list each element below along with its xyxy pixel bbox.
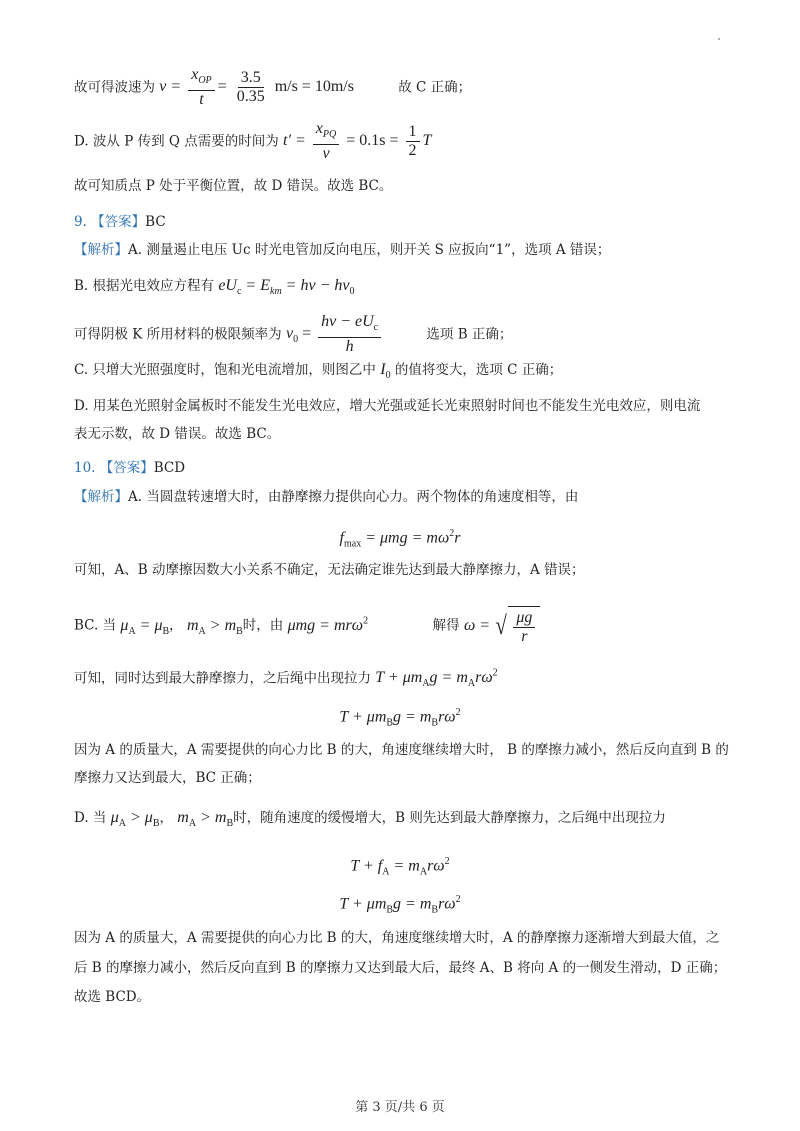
- q10-analysis-end: 故选 BCD。: [74, 989, 151, 1005]
- q10-analysis-bc: BC. 当 $\mu_A = \mu_B$， $m_A > m_B$时，由 μmg = mrω$^2$ 解得 ω = √ $\frac{\mu g}{r}$: [74, 606, 540, 646]
- line-wave-speed: [74, 66, 471, 109]
- q10-analysis-bc3b: 摩擦力又达到最大，BC 正确；: [74, 770, 261, 786]
- q10-analysis-bc2: 可知，同时达到最大静摩擦力，之后绳中出现拉力 $T + \mu m_Ag = m_Ar\omega^2$: [74, 668, 498, 690]
- line-conclusion-d: 故可知质点 P 处于平衡位置，故 D 错误。故选 BC。: [74, 178, 393, 194]
- q10-analysis-d: D. 当 $\mu_A > \mu_B$， $m_A > m_B$时，随角速度的缓慢增大，B 则先达到最大静摩擦力，之后绳中出现拉力: [74, 809, 666, 830]
- corner-dot: [718, 38, 720, 40]
- q9-analysis-c: C. 只增大光照强度时，饱和光电流增加，则图乙中 $I_0$ 的值将变大，选项 C 正确；: [74, 361, 563, 382]
- q9-analysis-b: B. 根据光电效应方程有 $eU_c = E_{km} = h\nu - h\nu_0$: [74, 277, 355, 298]
- answer-tag: 10. 【答案】: [74, 460, 154, 476]
- text: D. 波从 P 传到 Q 点需要的时间为: [74, 133, 279, 150]
- q10-analysis-d3a: 因为 A 的质量大，A 需要提供的向心力比 B 的大，角速度继续增大时，A 的静摩擦力逐渐增大到最大值，之: [74, 930, 720, 946]
- equation-tension-b2: $T + \mu m_Bg = m_Br\omega^2$: [339, 894, 461, 916]
- line-time-pq: [74, 120, 431, 163]
- equation-wave-speed: v = $\frac{x_{OP}}{t}$ = $\frac{3.5}{0.35}$ m/s = 10m/s: [159, 66, 354, 109]
- equation-photoelectric: $eU_c = E_{km} = h\nu - h\nu_0$: [218, 277, 355, 298]
- analysis-tag: 【解析】: [74, 242, 128, 258]
- answer-value: BCD: [153, 460, 186, 476]
- text: 故可得波速为: [74, 79, 155, 96]
- equation-threshold-frequency: $\nu_0$ = $\frac{h\nu - eU_c}{h}$: [286, 325, 388, 342]
- page-footer: 第 3 页/共 6 页: [355, 1100, 445, 1115]
- q10-analysis-a: 【解析】A. 当圆盘转速增大时，由静摩擦力提供向心力。两个物体的角速度相等，由: [74, 489, 579, 505]
- q9-analysis-b2: 可得阴极 K 所用材料的极限频率为 $\nu_0$ = $\frac{h\nu - eU_c}{h}$ 选项 B 正确；: [74, 313, 513, 356]
- q10-answer: [74, 458, 185, 478]
- equation-omega: ω = √ $\frac{\mu g}{r}$: [464, 617, 540, 634]
- equation-tension-a: $T + f_A = m_Ar\omega^2$: [350, 856, 450, 878]
- analysis-tag: 【解析】: [74, 489, 128, 505]
- q10-analysis-d3b: 后 B 的摩擦力减小，然后反向直到 B 的摩擦力又达到最大后，最终 A、B 将向 A 的一侧发生滑动，D 正确；: [74, 960, 727, 976]
- q9-analysis-d1: D. 用某色光照射金属板时不能发生光电效应，增大光强或延长光束照射时间也不能发生光电效应，则电流: [74, 398, 701, 414]
- text: 故 C 正确；: [398, 79, 472, 96]
- q9-analysis-a: 【解析】A. 测量遏止电压 Uc 时光电管加反向电压，则开关 S 应扳向“1”，选项 A 错误；: [74, 242, 611, 258]
- q9-answer: [74, 212, 166, 232]
- q10-analysis-bc3a: 因为 A 的质量大，A 需要提供的向心力比 B 的大，角速度继续增大时， B 的摩擦力减小，然后反向直到 B 的: [74, 742, 729, 758]
- equation-fmax: $f_{max} = \mu mg = m\omega^2r$: [339, 528, 461, 550]
- answer-tag: 9. 【答案】: [74, 214, 146, 230]
- q9-analysis-d2: 表无示数，故 D 错误。故选 BC。: [74, 426, 281, 442]
- answer-value: BC: [145, 214, 166, 230]
- equation-tension-b1: $T + \mu m_Bg = m_Br\omega^2$: [339, 707, 461, 729]
- equation-time: t′ = $\frac{x_{PQ}}{v}$ = 0.1s = $\frac{1}{2}$ T: [283, 120, 432, 163]
- q10-analysis-a2: 可知，A、B 动摩擦因数大小关系不确定，无法确定谁先达到最大静摩擦力，A 错误；: [74, 562, 585, 578]
